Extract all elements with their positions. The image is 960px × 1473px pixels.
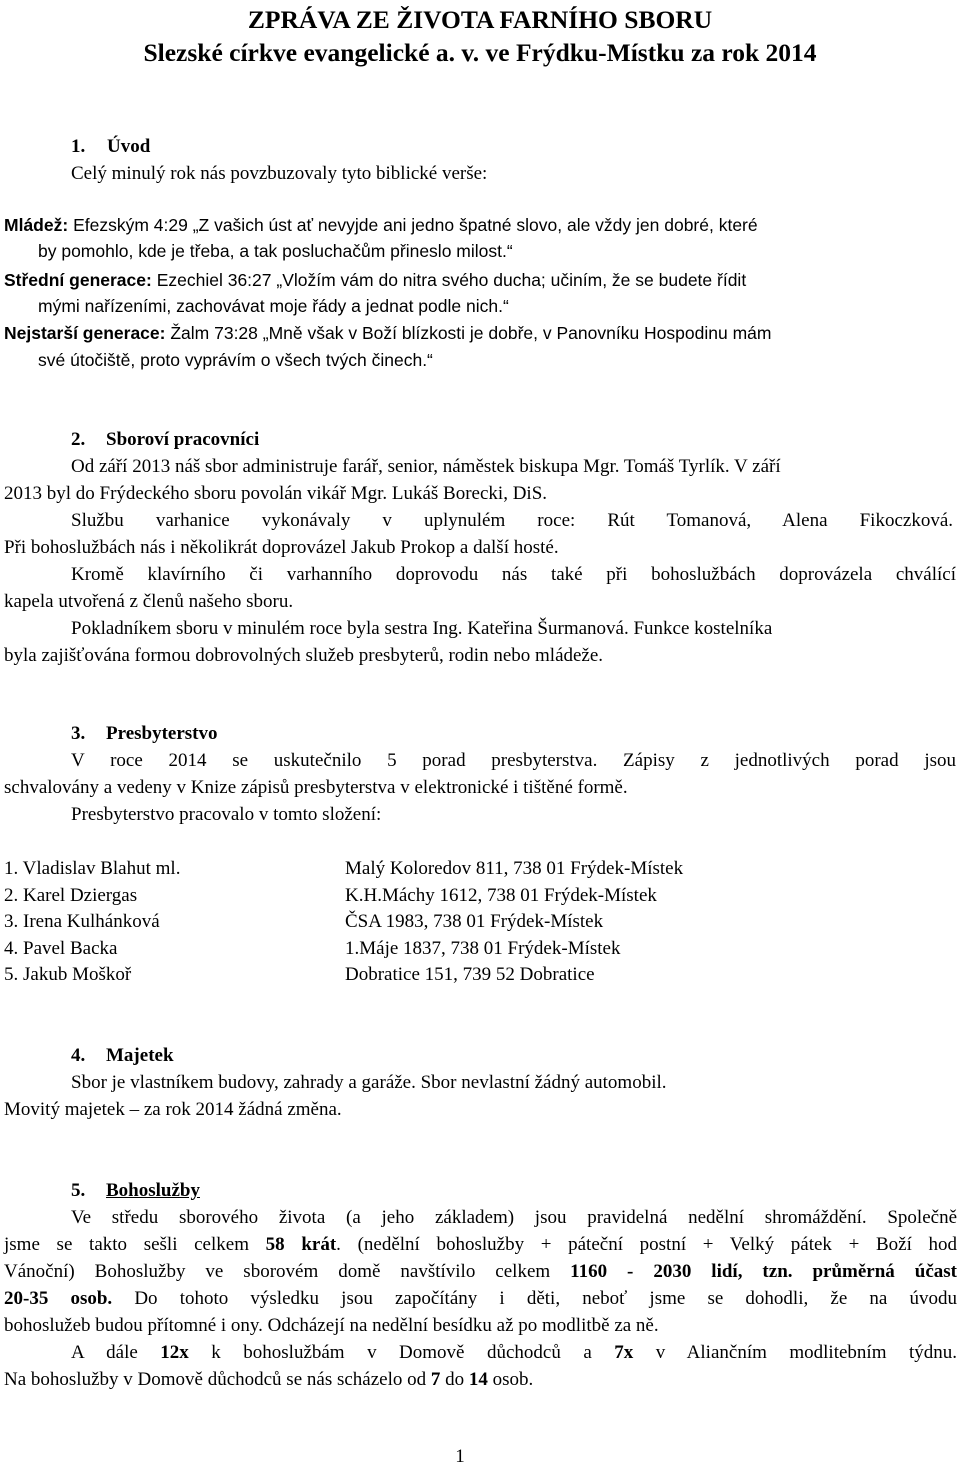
member-address: Malý Koloredov 811, 738 01 Frýdek-Místek [345, 858, 684, 879]
verse-middle-text2: mými nařízeními, zachovávat moje řády a jednat podle nich.“ [38, 296, 509, 316]
verse-youth-text1: Efezským 4:29 „Z vašich úst ať nevyjde ani jedno špatné slovo, ale vždy jen dobré, které [73, 215, 758, 235]
verse-youth-text2: by pomohlo, kde je třeba, a tak posluchačům přineslo milost.“ [38, 241, 513, 261]
attendance-total: 1160 - 2030 lidí, tzn. průměrná účast [570, 1261, 957, 1282]
section2-line: Službu varhanice vykonávaly v uplynulém roce: Rút Tomanová, Alena Fikoczková. [71, 510, 953, 531]
verse-middle-line1 [4, 267, 746, 293]
section3-line: Presbyterstvo pracovalo v tomto složení: [71, 804, 382, 825]
section1-number: 1. [71, 136, 86, 157]
verse-youth-line1 [4, 212, 951, 238]
section3-line: V roce 2014 se uskutečnilo 5 porad presbyterstva. Zápisy z jednotlivých porad jsou [71, 750, 956, 771]
section3-heading: Presbyterstvo [106, 723, 218, 744]
section5-p2-line2 [4, 1367, 533, 1393]
member-address: Dobratice 151, 739 52 Dobratice [345, 964, 595, 985]
verse-oldest-line1 [4, 320, 771, 346]
attendance-average: 20-35 osob. [4, 1288, 113, 1309]
text-span: osob. [487, 1369, 534, 1390]
page-number: 1 [455, 1446, 465, 1467]
count-services: 58 krát [265, 1234, 337, 1255]
verse-oldest-text2: své útočiště, proto vyprávím o všech tvých činech.“ [38, 350, 433, 370]
section2-line: 2013 byl do Frýdeckého sboru povolán vikář Mgr. Lukáš Borecki, DiS. [4, 483, 548, 504]
section5-p1-line5: bohoslužeb budou přítomné i ony. Odcházejí na nedělní besídku až po modlitbě za ně. [4, 1315, 659, 1336]
section2-line: Kromě klavírního či varhanního doprovodu nás také při bohoslužbách doprovázela chválící [71, 564, 956, 585]
verse-youth-label: Mládež: [4, 215, 69, 235]
section5-p2-line1 [71, 1340, 957, 1366]
member-name: 5. Jakub Moškoř [4, 964, 132, 985]
member-name: 1. Vladislav Blahut ml. [4, 858, 181, 879]
section5-heading: Bohoslužby [106, 1180, 200, 1201]
section2-line: Od září 2013 náš sbor administruje farář, senior, náměstek biskupa Mgr. Tomáš Tyrlík. V září [71, 456, 781, 477]
text-span: do [440, 1369, 469, 1390]
text-span: Vánoční) Bohoslužby ve sborovém domě navštívilo celkem [4, 1261, 571, 1282]
section4-heading: Majetek [106, 1045, 174, 1066]
section2-number: 2. [71, 429, 86, 450]
member-address: 1.Máje 1837, 738 01 Frýdek-Místek [345, 938, 621, 959]
text-span: Do tohoto výsledku jsou započítány i děti, neboť jsme se dohodli, že na úvodu [112, 1288, 957, 1309]
section2-line: Pokladníkem sboru v minulém roce byla sestra Ing. Kateřina Šurmanová. Funkce kostelníka [71, 618, 773, 639]
text-span: k bohoslužbám v Domově důchodců a [188, 1342, 615, 1363]
section2-line: Při bohoslužbách nás i několikrát doprovázel Jakub Prokop a další hosté. [4, 537, 559, 558]
text-span: . (nedělní bohoslužby + páteční postní + Velký pátek + Boží hod [336, 1234, 958, 1255]
document-title-line1: ZPRÁVA ZE ŽIVOTA FARNÍHO SBORU [247, 5, 713, 34]
text-span: Na bohoslužby v Domově důchodců se nás scházelo od [4, 1369, 431, 1390]
member-name: 3. Irena Kulhánková [4, 911, 160, 932]
section2-heading: Sboroví pracovníci [106, 429, 260, 450]
member-address: ČSA 1983, 738 01 Frýdek-Místek [345, 911, 604, 932]
section4-line: Sbor je vlastníkem budovy, zahrady a garáže. Sbor nevlastní žádný automobil. [71, 1072, 667, 1093]
verse-oldest-label: Nejstarší generace: [4, 323, 166, 343]
member-name: 4. Pavel Backa [4, 938, 118, 959]
section5-number: 5. [71, 1180, 86, 1201]
section4-line: Movitý majetek – za rok 2014 žádná změna. [4, 1099, 342, 1120]
section5-p1-line1: Ve středu sborového života (a jeho základem) jsou pravidelná nedělní shromáždění. Společně [71, 1207, 957, 1228]
text-span: jsme se takto sešli celkem [4, 1234, 266, 1255]
document-title-line2: Slezské církve evangelické a. v. ve Frýdku-Místku za rok 2014 [143, 38, 817, 67]
section3-number: 3. [71, 723, 86, 744]
section3-line: schvalovány a vedeny v Knize zápisů presbyterstva v elektronické i tištěné formě. [4, 777, 628, 798]
section1-heading: Úvod [107, 136, 151, 157]
verse-middle-text1: Ezechiel 36:27 „Vložím vám do nitra svého ducha; učiním, že se budete řídit [156, 270, 747, 290]
verse-oldest-text1: Žalm 73:28 „Mně však v Boží blízkosti je dobře, v Panovníku Hospodinu mám [170, 323, 772, 343]
section4-number: 4. [71, 1045, 86, 1066]
section2-line: byla zajišťována formou dobrovolných služeb presbyterů, rodin nebo mládeže. [4, 645, 604, 666]
count-nursing-home: 12x [160, 1342, 189, 1363]
text-span: A dále [71, 1342, 161, 1363]
verse-middle-label: Střední generace: [4, 270, 152, 290]
count-alliance: 7x [614, 1342, 634, 1363]
section5-p1-line3 [4, 1259, 957, 1285]
section5-p1-line2 [4, 1232, 957, 1258]
attendance-max: 14 [468, 1369, 488, 1390]
section1-intro: Celý minulý rok nás povzbuzovaly tyto biblické verše: [71, 163, 488, 184]
section5-p1-line4 [4, 1286, 957, 1312]
section2-line: kapela utvořená z členů našeho sboru. [4, 591, 294, 612]
attendance-min: 7 [430, 1369, 441, 1390]
text-span: v Aliančním modlitebním týdnu. [633, 1342, 957, 1363]
member-address: K.H.Máchy 1612, 738 01 Frýdek-Místek [345, 885, 657, 906]
member-name: 2. Karel Dziergas [4, 885, 138, 906]
